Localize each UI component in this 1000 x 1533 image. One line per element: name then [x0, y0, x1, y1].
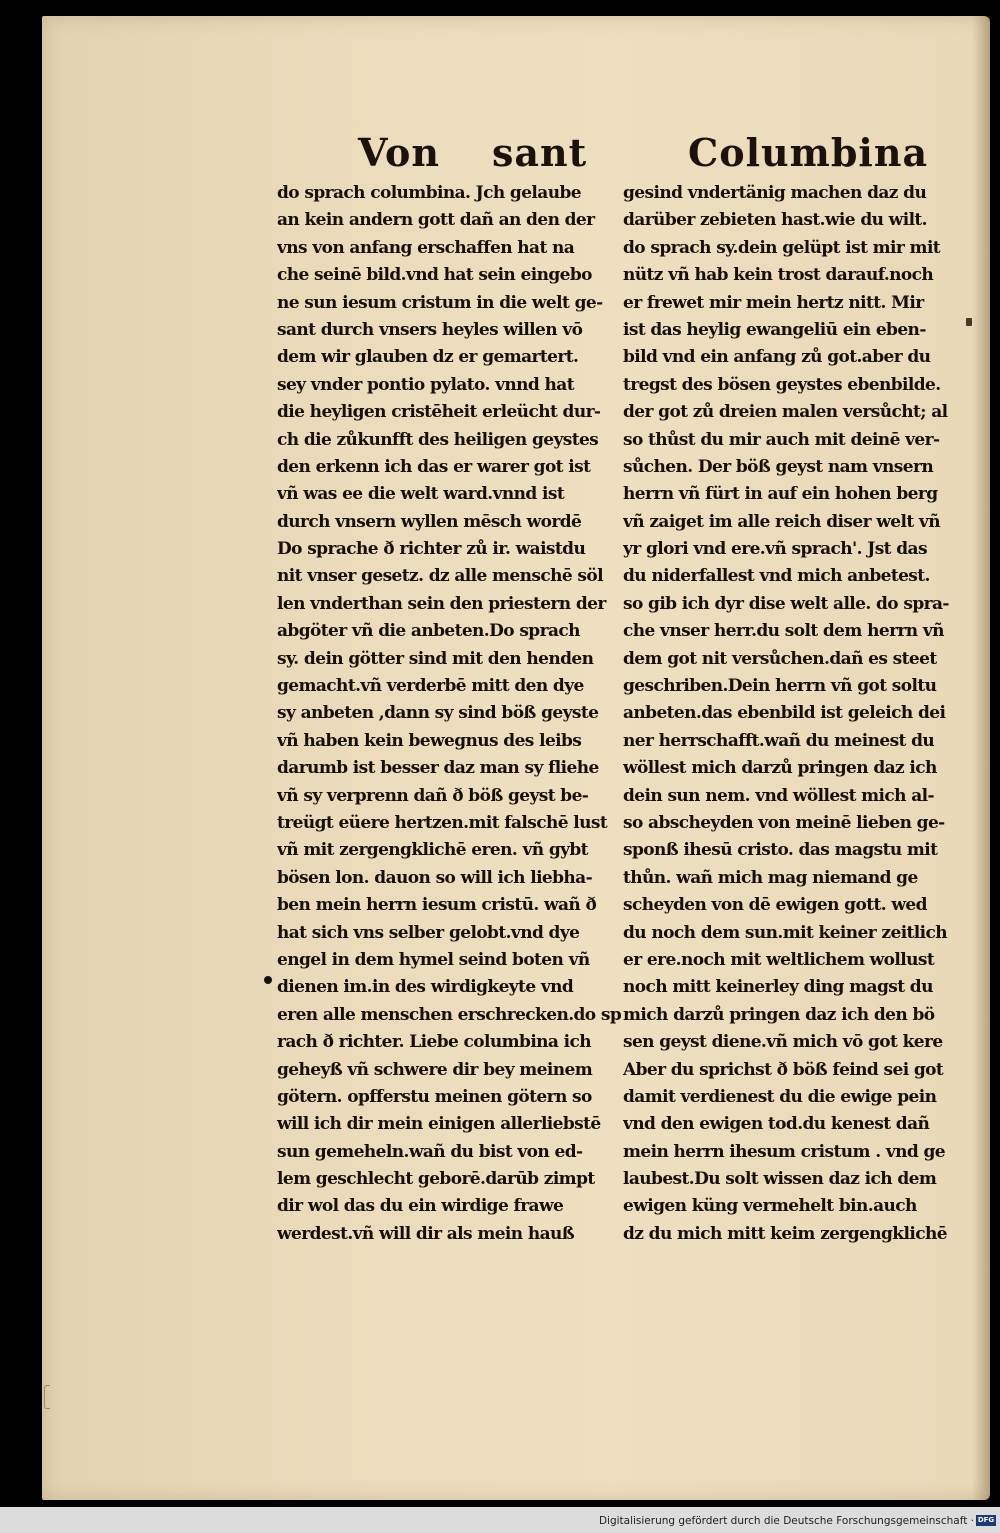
text-line: engel in dem hymel seind boten vñ	[277, 949, 590, 970]
text-line: an kein andern gott dañ an den der	[277, 210, 595, 231]
text-line: vnd den ewigen tod.du kenest dañ	[623, 1114, 930, 1135]
text-line: sun gemeheln.wañ du bist von ed-	[277, 1141, 583, 1162]
text-line: so abscheyden von meinē lieben ge-	[623, 812, 945, 833]
text-line: dem wir glauben dz er gemartert.	[277, 347, 579, 368]
text-line: ch die zůkunfft des heiligen geystes	[277, 429, 599, 450]
text-line: hat sich vns selber gelobt.vnd dye	[277, 922, 580, 943]
text-line: anbeten.das ebenbild ist geleich dei	[623, 703, 946, 724]
text-line: sponß ihesū cristo. das magstu mit	[623, 840, 938, 861]
text-line: du niderfallest vnd mich anbetest.	[623, 566, 930, 587]
text-line: nütz vñ hab kein trost darauf.noch	[623, 265, 934, 286]
text-line: sen geyst diene.vñ mich vō got kere	[623, 1032, 943, 1053]
text-line: herrn vñ fürt in auf ein hohen berg	[623, 484, 938, 505]
text-line: ist das heylig ewangeliū ein eben-	[623, 319, 926, 340]
text-line: vñ mit zergengklichē eren. vñ gybt	[277, 840, 588, 861]
text-line: bösen lon. dauon so will ich liebha-	[277, 867, 593, 888]
text-line: darumb ist besser daz man sy fliehe	[277, 758, 599, 779]
text-line: er frewet mir mein hertz nitt. Mir	[623, 292, 924, 313]
text-line: lem geschlecht geborē.darūb zimpt	[277, 1169, 595, 1190]
text-line: Do sprache ð richter zů ir. waistdu	[277, 539, 586, 560]
text-column-left	[277, 180, 622, 1248]
text-line: abgöter vñ die anbeten.Do sprach	[277, 621, 580, 642]
text-line: scheyden von dē ewigen gott. wed	[623, 895, 927, 916]
text-line: do sprach sy.dein gelüpt ist mir mit	[623, 237, 941, 258]
text-line: ner herrschafft.wañ du meinest du	[623, 730, 935, 751]
text-line: mein herrn ihesum cristum . vnd ge	[623, 1141, 946, 1162]
text-line: bild vnd ein anfang zů got.aber du	[623, 347, 931, 368]
text-line: der got zů dreien malen versůcht; al	[623, 402, 948, 423]
text-line: vñ was ee die welt ward.vnnd ist	[277, 484, 565, 505]
text-line: vñ sy verprenn dañ ð böß geyst be-	[277, 785, 589, 806]
text-line: len vnderthan sein den priestern der	[277, 593, 606, 614]
text-line: darüber zebieten hast.wie du wilt.	[623, 210, 928, 231]
text-line: Aber du sprichst ð böß feind sei got	[623, 1059, 944, 1080]
text-line: den erkenn ich das er warer got ist	[277, 456, 591, 477]
text-line: die heyligen cristēheit erleücht dur-	[277, 402, 601, 423]
text-line: laubest.Du solt wissen daz ich dem	[623, 1169, 937, 1190]
text-line: ne sun iesum cristum in die welt ge-	[277, 292, 603, 313]
text-line: dir wol das du ein wirdige frawe	[277, 1196, 564, 1217]
text-line: dem got nit versůchen.dañ es steet	[623, 648, 937, 669]
text-line: sey vnder pontio pylato. vnnd hat	[277, 374, 574, 395]
text-line: geschriben.Dein herrn vñ got soltu	[623, 676, 937, 697]
text-line: will ich dir mein einigen allerliebstē	[277, 1114, 601, 1135]
text-line: eren alle menschen erschrecken.do sp	[277, 1004, 622, 1025]
text-line: mich darzů pringen daz ich den bö	[623, 1004, 935, 1025]
text-line: dz du mich mitt keim zergengklichē	[623, 1223, 947, 1244]
text-line: damit verdienest du die ewige pein	[623, 1086, 937, 1107]
text-line: werdest.vñ will dir als mein hauß	[277, 1223, 575, 1244]
text-line: geheyß vñ schwere dir bey meinem	[277, 1059, 593, 1080]
text-line: ben mein herrn iesum cristū. wañ ð	[277, 895, 597, 916]
text-line: er ere.noch mit weltlichem wollust	[623, 949, 935, 970]
text-line: so gib ich dyr dise welt alle. do spra-	[623, 593, 949, 614]
text-line: vñ zaiget im alle reich diser welt vñ	[623, 511, 940, 532]
text-line: treügt eüere hertzen.mit falschē lust	[277, 812, 608, 833]
text-line: noch mitt keinerley ding magst du	[623, 977, 933, 998]
text-line: sant durch vnsers heyles willen vō	[277, 319, 583, 340]
text-line: rach ð richter. Liebe columbina ich	[277, 1032, 592, 1053]
funding-notice: Digitalisierung gefördert durch die Deutsche Forschungsgemeinschaft ·	[598, 1515, 974, 1527]
text-line: gesind vndertänig machen daz du	[623, 183, 927, 203]
text-line: sy. dein götter sind mit den henden	[277, 648, 594, 669]
running-head-word-1: Von	[358, 130, 440, 175]
running-head-word-2: sant	[491, 130, 588, 175]
text-line: sy anbeten ,dann sy sind böß geyste	[277, 703, 599, 724]
text-line: ewigen küng vermehelt bin.auch	[623, 1196, 917, 1217]
text-line: wöllest mich darzů pringen daz ich	[623, 758, 937, 779]
text-line: thůn. wañ mich mag niemand ge	[623, 867, 918, 888]
text-line: nit vnser gesetz. dz alle menschē söl	[277, 566, 603, 587]
text-line: götern. opfferstu meinen götern so	[277, 1086, 592, 1107]
margin-mark	[44, 1385, 50, 1409]
text-line: so thůst du mir auch mit deinē ver-	[623, 429, 940, 450]
running-head-left	[358, 130, 587, 180]
text-line: vns von anfang erschaffen hat na	[277, 237, 575, 258]
text-line: gemacht.vñ verderbē mitt den dye	[277, 676, 584, 697]
margin-mark	[966, 318, 972, 326]
text-line: tregst des bösen geystes ebenbilde.	[623, 374, 941, 395]
text-line: sůchen. Der böß geyst nam vnsern	[623, 456, 934, 477]
text-line: durch vnsern wyllen mēsch wordē	[277, 511, 582, 532]
text-line: dienen im.in des wirdigkeyte vnd	[277, 977, 574, 998]
text-line: che seinē bild.vnd hat sein eingebo	[277, 265, 592, 286]
margin-dot	[264, 976, 272, 984]
text-line: do sprach columbina. Jch gelaube	[277, 183, 581, 203]
text-line: yr glori vnd ere.vñ sprach'. Jst das	[623, 539, 927, 560]
running-head-right: Columbina	[688, 130, 929, 175]
text-line: che vnser herr.du solt dem herrn vñ	[623, 621, 944, 642]
text-line: dein sun nem. vnd wöllest mich al-	[623, 785, 934, 806]
text-line: vñ haben kein bewegnus des leibs	[277, 730, 582, 751]
text-column-right	[623, 180, 963, 1248]
text-line: du noch dem sun.mit keiner zeitlich	[623, 922, 948, 943]
dfg-logo: DFG	[977, 1516, 995, 1524]
